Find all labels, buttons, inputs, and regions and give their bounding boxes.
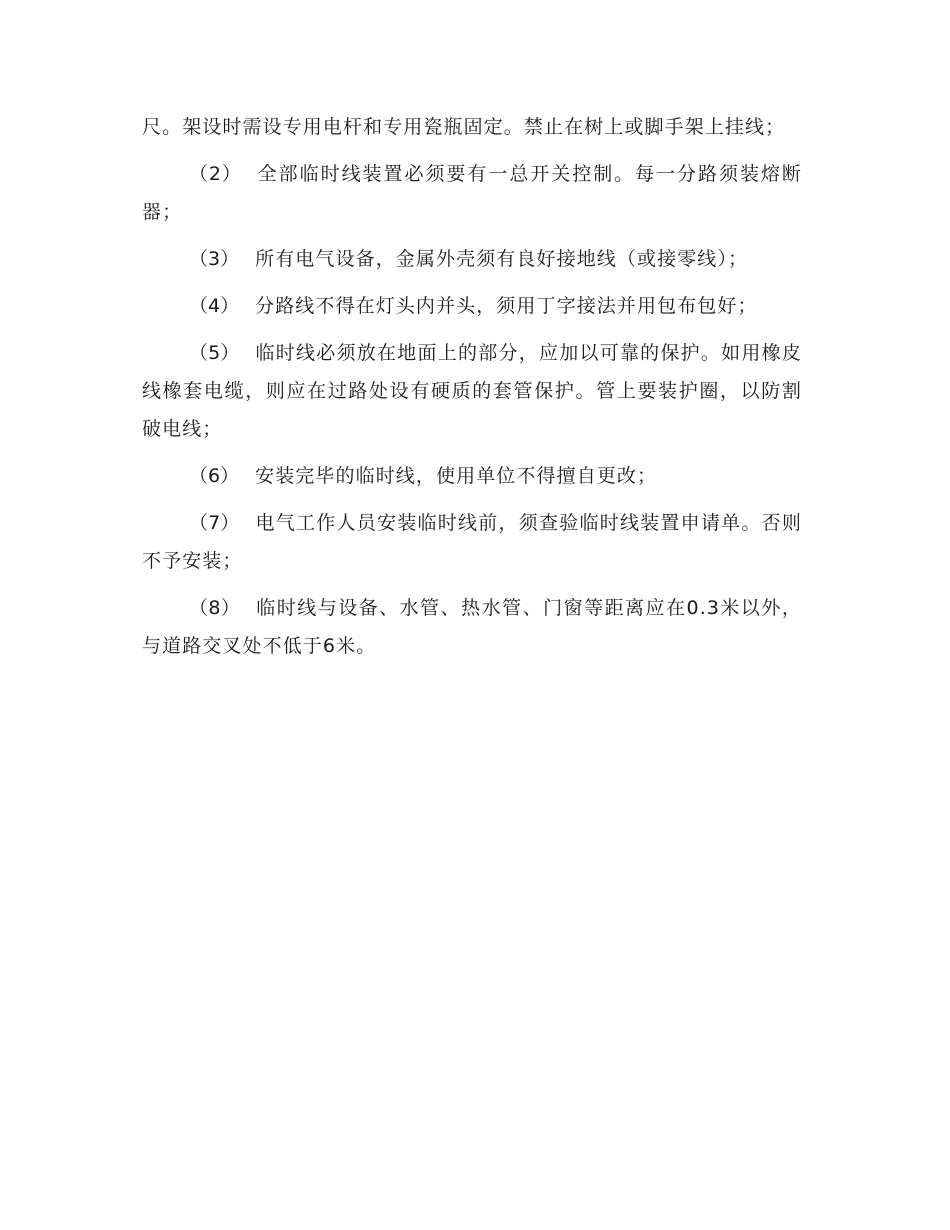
item-number: （6） [189, 465, 240, 487]
paragraph-item-3 [142, 240, 802, 278]
paragraph-text: 安装完毕的临时线，使用单位不得擅自更改； [255, 465, 658, 487]
paragraph-text: 所有电气设备，金属外壳须有良好接地线（或接零线）； [255, 248, 749, 270]
paragraph-item-6 [142, 457, 802, 495]
item-number: （3） [189, 248, 240, 270]
paragraph-text: 分路线不得在灯头内并头，须用丁字接法并用包布包好； [255, 295, 758, 317]
item-number: （5） [189, 342, 240, 364]
item-number: （8） [189, 597, 241, 619]
paragraph-text: 电气工作人员安装临时线前，须查验临时线装置申请单。否则不予安装； [142, 512, 803, 572]
item-number: （4） [189, 295, 240, 317]
item-number: （2） [189, 163, 242, 185]
paragraph-continued [142, 108, 802, 146]
paragraph-item-4 [142, 287, 802, 325]
item-number: （7） [189, 512, 240, 534]
paragraph-item-5 [142, 334, 802, 448]
paragraph-text: 临时线与设备、水管、热水管、门窗等距离应在0.3米以外，与道路交叉处不低于6米。 [142, 597, 802, 657]
paragraph-item-2 [142, 155, 802, 231]
paragraph-text: 尺。架设时需设专用电杆和专用瓷瓶固定。禁止在树上或脚手架上挂线； [142, 116, 786, 138]
paragraph-item-7 [142, 504, 802, 580]
paragraph-text: 临时线必须放在地面上的部分，应加以可靠的保护。如用橡皮线橡套电缆，则应在过路处设有硬质的套管保护。管上要装护圈，以防割破电线； [142, 342, 803, 440]
document-body [142, 108, 802, 674]
paragraph-text: 全部临时线装置必须要有一总开关控制。每一分路须装熔断器； [142, 163, 802, 223]
paragraph-item-8 [142, 589, 802, 665]
